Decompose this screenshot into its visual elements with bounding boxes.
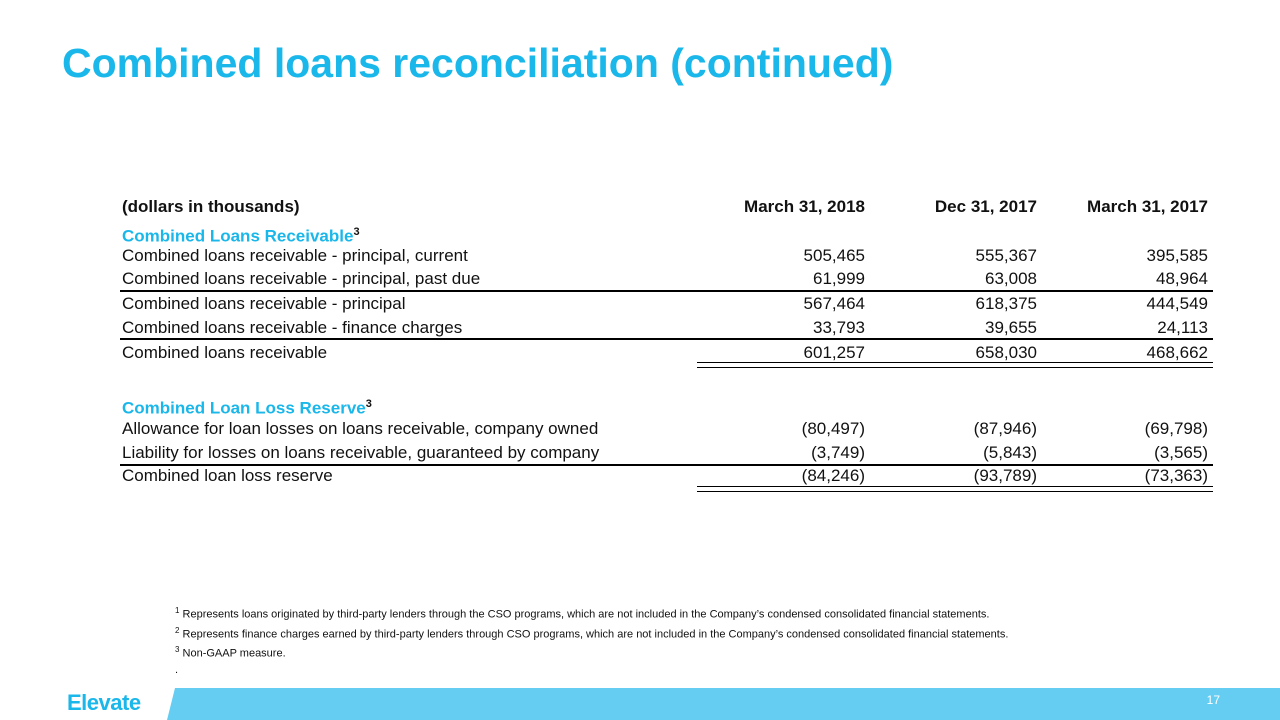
row-label: Allowance for loan losses on loans receivable, company owned — [122, 419, 599, 438]
cell-value: (93,789) — [973, 466, 1037, 485]
page-number: 17 — [1206, 693, 1220, 707]
double-underline — [697, 486, 1213, 492]
units-label: (dollars in thousands) — [122, 197, 300, 216]
row-label: Combined loans receivable - principal — [122, 294, 406, 313]
table-row — [122, 245, 1212, 267]
table-row — [122, 268, 1212, 290]
table-row — [122, 317, 1212, 339]
footnote: $^3$ Non-GAAP measure. — [175, 645, 286, 660]
section-title: Combined Loan Loss Reserve — [122, 398, 366, 418]
footnote: $^1$ Represents loans originated by third-party lenders through the CSO programs, which are not included in the Company’s condensed consolidated financial statements. — [175, 606, 990, 621]
table-row — [122, 342, 1212, 364]
footnote-ref: 3 — [353, 226, 360, 238]
footer-band — [167, 688, 1280, 720]
row-label: Combined loans receivable — [122, 343, 328, 362]
cell-value: 505,465 — [803, 246, 865, 265]
cell-value: 444,549 — [1146, 294, 1208, 313]
divider — [120, 338, 1213, 340]
footnotes — [175, 603, 1008, 678]
cell-value: 567,464 — [803, 294, 865, 313]
table-row — [122, 418, 1212, 440]
column-header: March 31, 2017 — [1087, 197, 1208, 216]
cell-value: (87,946) — [973, 419, 1037, 438]
cell-value: 61,999 — [813, 269, 865, 288]
cell-value: (3,749) — [811, 443, 865, 462]
cell-value: (5,843) — [983, 443, 1037, 462]
cell-value: 618,375 — [975, 294, 1037, 313]
footnote: . — [175, 663, 179, 676]
cell-value: 395,585 — [1146, 246, 1208, 265]
cell-value: (84,246) — [801, 466, 865, 485]
cell-value: 24,113 — [1157, 318, 1208, 337]
row-label: Combined loans receivable - principal, past due — [122, 269, 481, 288]
cell-value: 555,367 — [975, 246, 1037, 265]
footnote-ref: 3 — [365, 398, 372, 410]
cell-value: 33,793 — [813, 318, 865, 337]
cell-value: 63,008 — [985, 269, 1037, 288]
row-label: Combined loans receivable - finance charges — [122, 318, 463, 337]
column-header: March 31, 2018 — [744, 197, 865, 216]
cell-value: 601,257 — [803, 343, 865, 362]
cell-value: (80,497) — [801, 419, 865, 438]
table-row — [122, 442, 1212, 464]
divider — [120, 290, 1213, 292]
row-label: Combined loan loss reserve — [122, 466, 333, 485]
section-heading — [122, 393, 1212, 418]
row-label: Combined loans receivable - principal, current — [122, 246, 468, 265]
cell-value: (3,565) — [1154, 443, 1208, 462]
table-header — [122, 196, 1212, 218]
table-row — [122, 465, 1212, 487]
section-heading — [122, 221, 1212, 246]
column-header: Dec 31, 2017 — [934, 197, 1037, 216]
cell-value: (69,798) — [1144, 419, 1208, 438]
divider — [120, 464, 1213, 466]
cell-value: 468,662 — [1146, 343, 1208, 362]
footnote: $^2$ Represents finance charges earned by third-party lenders through CSO programs, which are not included in the Company’s condensed consolidated financial statements. — [175, 625, 1009, 641]
page-title: Combined loans reconciliation (continued) — [62, 40, 894, 86]
double-underline — [697, 362, 1213, 368]
cell-value: 39,655 — [985, 318, 1037, 337]
cell-value: (73,363) — [1144, 466, 1208, 485]
cell-value: 48,964 — [1156, 269, 1208, 288]
table-row — [122, 293, 1212, 315]
elevate-logo: Elevate — [67, 690, 141, 715]
section-title: Combined Loans Receivable — [122, 226, 354, 246]
cell-value: 658,030 — [975, 343, 1037, 362]
row-label: Liability for losses on loans receivable, guaranteed by company — [122, 443, 600, 462]
